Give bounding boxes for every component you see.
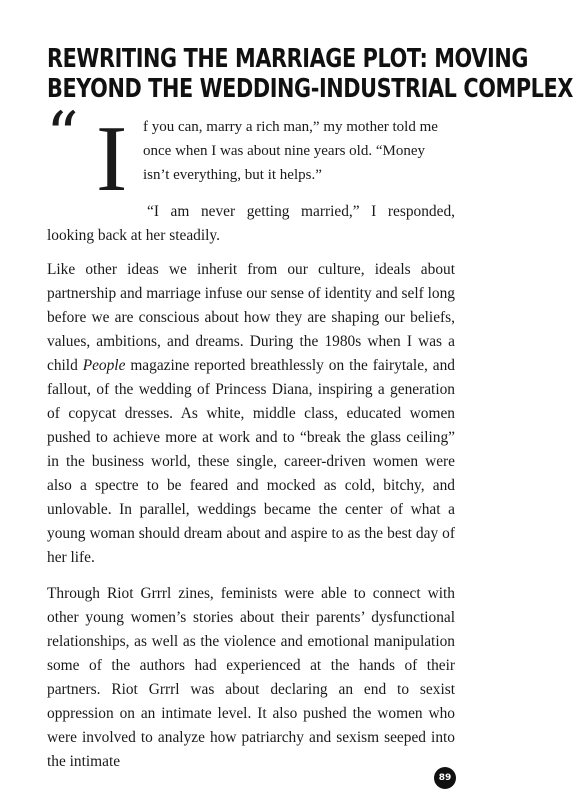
- drop-cap: I: [96, 107, 128, 211]
- body-paragraph-2: Through Riot Grrrl zines, feminists were able to connect with other young women’s stories about their parents’ dysfunctional relationships, as well as the violence and emotional manipulation some of the authors had experienced at the hands of their partners. Riot Grrrl was about declaring an end to sexist oppression on an intimate level. It also pushed the women who were involved to analyze how patriarchy and sexism seeped into the intimate: [47, 585, 455, 770]
- opening-line-2: once when I was about nine years old. “Money: [143, 143, 425, 159]
- magazine-title: People: [82, 357, 126, 374]
- opening-line-3: isn’t everything, but it helps.”: [143, 167, 322, 183]
- chapter-title: [47, 44, 573, 104]
- chapter-title-line-1: REWRITING THE MARRIAGE PLOT: MOVING: [47, 44, 528, 74]
- body-paragraph-1: [47, 258, 455, 570]
- body-paragraph-1-text-b: magazine reported breathlessly on the fairytale, and fallout, of the wedding of Princess Diana, inspiring a generation of copycat dresses. As white, middle class, educated women pushed to achieve more at work and to “break the glass ceiling” in the business world, these single, career-driven women were also a spectre to be feared and mocked as cold, bitchy, and unlovable. In parallel, weddings became the center of what a young woman should dream about and aspire to as the best day of her life.: [47, 357, 456, 566]
- reply-paragraph: “I am never getting married,” I responded, looking back at her steadily.: [47, 203, 455, 244]
- opening-quote-mark: “: [46, 99, 79, 173]
- opening-line-1: f you can, marry a rich man,” my mother told me: [143, 119, 438, 135]
- body-paragraph-1-text-a: Like other ideas we inherit from our culture, ideals about partnership and marriage infuse our sense of identity and self long before we are conscious about how they are shaping our beliefs, values, ambitions, and dreams. During the 1980s when I was a child: [47, 261, 455, 374]
- chapter-title-line-2: BEYOND THE WEDDING-INDUSTRIAL COMPLEX: [47, 74, 573, 104]
- page-number-badge: 89: [434, 767, 456, 789]
